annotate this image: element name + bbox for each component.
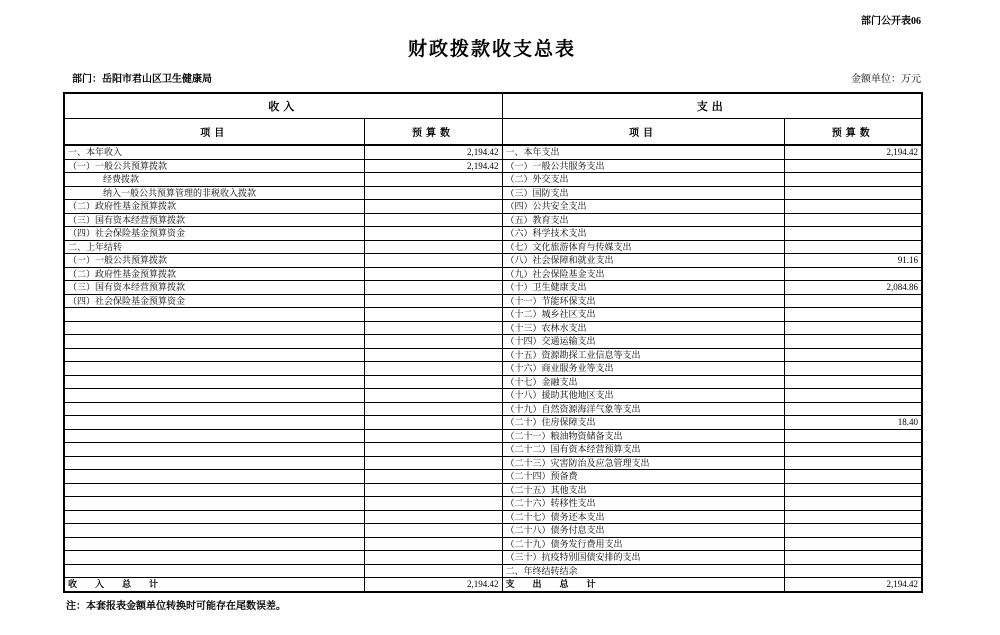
expense-item-cell: （十三）农林水支出	[502, 321, 784, 335]
income-value-cell	[364, 173, 502, 187]
expense-item-cell: （十二）城乡社区支出	[502, 308, 784, 322]
income-item-cell: （一）一般公共预算拨款	[64, 159, 364, 173]
income-value-cell	[364, 497, 502, 511]
table-row	[64, 308, 922, 322]
table-row	[64, 456, 922, 470]
table-row	[64, 321, 922, 335]
table-row	[64, 145, 922, 159]
income-item-cell: （三）国有资本经营预算拨款	[64, 213, 364, 227]
income-value-cell	[364, 537, 502, 551]
income-item-cell	[64, 348, 364, 362]
table-row	[64, 524, 922, 538]
income-item-cell	[64, 456, 364, 470]
expense-item-cell: （二十四）预备费	[502, 470, 784, 484]
table-row	[64, 186, 922, 200]
income-budget-column-header: 预算数	[364, 119, 502, 146]
expense-value-cell	[784, 389, 922, 403]
income-item-cell: 经费拨款	[64, 173, 364, 187]
table-row	[64, 159, 922, 173]
expense-item-cell: （七）文化旅游体育与传媒支出	[502, 240, 784, 254]
expense-item-cell: 二、年终结转结余	[502, 564, 784, 578]
table-row	[64, 362, 922, 376]
expense-value-cell: 2,194.42	[784, 145, 922, 159]
expense-item-cell: （三十）抗疫特别国债安排的支出	[502, 551, 784, 565]
table-row	[64, 443, 922, 457]
table-row	[64, 402, 922, 416]
expense-total-value: 2,194.42	[784, 578, 922, 593]
expense-item-cell: （二十六）转移性支出	[502, 497, 784, 511]
income-section-header: 收入	[64, 93, 502, 119]
table-row	[64, 281, 922, 295]
expense-item-cell: （六）科学技术支出	[502, 227, 784, 241]
table-row	[64, 510, 922, 524]
table-row	[64, 294, 922, 308]
income-value-cell	[364, 362, 502, 376]
income-value-cell	[364, 456, 502, 470]
income-item-cell: （四）社会保险基金预算资金	[64, 294, 364, 308]
income-value-cell	[364, 254, 502, 268]
section-header-row	[64, 93, 922, 119]
expense-value-cell	[784, 564, 922, 578]
unit-label: 金额单位：万元	[851, 74, 921, 85]
income-value-cell	[364, 429, 502, 443]
expense-value-cell: 91.16	[784, 254, 922, 268]
expense-item-cell: （二十三）灾害防治及应急管理支出	[502, 456, 784, 470]
table-row	[64, 335, 922, 349]
expense-item-cell: （二十二）国有资本经营预算支出	[502, 443, 784, 457]
expense-value-cell	[784, 470, 922, 484]
income-value-cell	[364, 281, 502, 295]
income-value-cell	[364, 389, 502, 403]
income-total-value: 2,194.42	[364, 578, 502, 593]
income-item-cell: （四）社会保险基金预算资金	[64, 227, 364, 241]
income-value-cell	[364, 200, 502, 214]
expense-value-cell	[784, 456, 922, 470]
income-item-cell: （一）一般公共预算拨款	[64, 254, 364, 268]
expense-item-cell: （十七）金融支出	[502, 375, 784, 389]
expense-value-cell	[784, 362, 922, 376]
table-row	[64, 537, 922, 551]
expense-value-cell	[784, 402, 922, 416]
income-item-cell	[64, 483, 364, 497]
expense-item-cell: （三）国防支出	[502, 186, 784, 200]
income-value-cell	[364, 483, 502, 497]
income-value-cell	[364, 551, 502, 565]
table-row	[64, 200, 922, 214]
income-item-cell	[64, 375, 364, 389]
expense-section-header: 支出	[502, 93, 922, 119]
income-value-cell	[364, 510, 502, 524]
expense-item-cell: （十八）援助其他地区支出	[502, 389, 784, 403]
table-row	[64, 240, 922, 254]
income-value-cell: 2,194.42	[364, 159, 502, 173]
income-value-cell	[364, 443, 502, 457]
expense-value-cell	[784, 227, 922, 241]
expense-value-cell	[784, 294, 922, 308]
income-item-cell	[64, 551, 364, 565]
expense-item-cell: （二十一）粮油物资储备支出	[502, 429, 784, 443]
income-item-cell	[64, 335, 364, 349]
expense-item-cell: （十六）商业服务业等支出	[502, 362, 784, 376]
income-item-cell	[64, 402, 364, 416]
expense-value-cell	[784, 348, 922, 362]
footnote: 注：本套报表金额单位转换时可能存在尾数误差。	[66, 601, 286, 612]
income-item-cell: （三）国有资本经营预算拨款	[64, 281, 364, 295]
table-head	[64, 93, 922, 145]
table-body	[64, 145, 922, 578]
expense-item-cell: 一、本年支出	[502, 145, 784, 159]
income-item-cell: 二、上年结转	[64, 240, 364, 254]
table-row	[64, 483, 922, 497]
expense-value-cell	[784, 308, 922, 322]
expense-item-cell: （二十五）其他支出	[502, 483, 784, 497]
table-row	[64, 267, 922, 281]
expense-item-cell: （十一）节能环保支出	[502, 294, 784, 308]
expense-item-cell: （十五）资源勘探工业信息等支出	[502, 348, 784, 362]
income-item-cell	[64, 416, 364, 430]
expense-item-cell: （二十九）债务发行费用支出	[502, 537, 784, 551]
expense-item-column-header: 项目	[502, 119, 784, 146]
table-row	[64, 348, 922, 362]
table-row	[64, 429, 922, 443]
table-foot	[64, 578, 922, 593]
expense-budget-column-header: 预算数	[784, 119, 922, 146]
income-value-cell	[364, 240, 502, 254]
expense-value-cell	[784, 375, 922, 389]
expense-total-label: 支 出 总 计	[502, 578, 784, 593]
table-row	[64, 173, 922, 187]
income-item-cell	[64, 510, 364, 524]
expense-item-cell: （十九）自然资源海洋气象等支出	[502, 402, 784, 416]
income-item-cell	[64, 321, 364, 335]
income-item-cell: （二）政府性基金预算拨款	[64, 267, 364, 281]
income-item-cell	[64, 389, 364, 403]
income-item-cell: 一、本年收入	[64, 145, 364, 159]
expense-value-cell	[784, 429, 922, 443]
table-row	[64, 213, 922, 227]
expense-value-cell	[784, 483, 922, 497]
table-row	[64, 389, 922, 403]
expense-value-cell	[784, 321, 922, 335]
income-item-cell	[64, 362, 364, 376]
total-row	[64, 578, 922, 593]
doc-number-label: 部门公开表06	[861, 16, 921, 27]
income-item-cell: 纳入一般公共预算管理的非税收入拨款	[64, 186, 364, 200]
expense-item-cell: （二十八）债务付息支出	[502, 524, 784, 538]
expense-item-cell: （二）外交支出	[502, 173, 784, 187]
table-row	[64, 254, 922, 268]
expense-value-cell	[784, 537, 922, 551]
expense-item-cell: （五）教育支出	[502, 213, 784, 227]
expense-value-cell: 2,084.86	[784, 281, 922, 295]
income-value-cell	[364, 227, 502, 241]
income-value-cell	[364, 186, 502, 200]
income-value-cell	[364, 402, 502, 416]
expense-value-cell	[784, 267, 922, 281]
income-value-cell	[364, 267, 502, 281]
expense-item-cell: （二十七）债务还本支出	[502, 510, 784, 524]
table-row	[64, 551, 922, 565]
expense-value-cell	[784, 240, 922, 254]
expense-item-cell: （四）公共安全支出	[502, 200, 784, 214]
income-item-cell	[64, 443, 364, 457]
income-value-cell	[364, 348, 502, 362]
department-label: 部门：岳阳市君山区卫生健康局	[72, 74, 212, 85]
expense-value-cell	[784, 200, 922, 214]
expense-value-cell	[784, 335, 922, 349]
income-item-cell	[64, 524, 364, 538]
expense-value-cell	[784, 173, 922, 187]
expense-value-cell	[784, 213, 922, 227]
income-item-cell	[64, 537, 364, 551]
expense-value-cell	[784, 551, 922, 565]
expense-value-cell: 18.40	[784, 416, 922, 430]
page-title: 财政拨款收支总表	[407, 39, 576, 60]
expense-value-cell	[784, 510, 922, 524]
income-item-cell	[64, 470, 364, 484]
expense-item-cell: （八）社会保障和就业支出	[502, 254, 784, 268]
income-value-cell	[364, 294, 502, 308]
income-item-cell	[64, 429, 364, 443]
expense-value-cell	[784, 186, 922, 200]
income-value-cell	[364, 321, 502, 335]
income-value-cell	[364, 335, 502, 349]
income-value-cell	[364, 470, 502, 484]
income-value-cell	[364, 375, 502, 389]
income-value-cell	[364, 524, 502, 538]
income-total-label: 收 入 总 计	[64, 578, 364, 593]
meta-row	[63, 70, 921, 85]
budget-table	[63, 92, 923, 593]
expense-value-cell	[784, 443, 922, 457]
income-value-cell	[364, 213, 502, 227]
income-item-column-header: 项目	[64, 119, 364, 146]
income-item-cell	[64, 564, 364, 578]
table-row	[64, 497, 922, 511]
income-item-cell	[64, 497, 364, 511]
income-value-cell	[364, 308, 502, 322]
expense-value-cell	[784, 497, 922, 511]
table-row	[64, 227, 922, 241]
income-item-cell	[64, 308, 364, 322]
table-row	[64, 564, 922, 578]
table-row	[64, 416, 922, 430]
income-value-cell	[364, 416, 502, 430]
expense-item-cell: （一）一般公共服务支出	[502, 159, 784, 173]
expense-item-cell: （二十）住房保障支出	[502, 416, 784, 430]
income-value-cell: 2,194.42	[364, 145, 502, 159]
expense-item-cell: （十）卫生健康支出	[502, 281, 784, 295]
expense-value-cell	[784, 159, 922, 173]
table-row	[64, 375, 922, 389]
income-value-cell	[364, 564, 502, 578]
expense-value-cell	[784, 524, 922, 538]
expense-item-cell: （九）社会保险基金支出	[502, 267, 784, 281]
expense-item-cell: （十四）交通运输支出	[502, 335, 784, 349]
column-header-row	[64, 119, 922, 146]
income-item-cell: （二）政府性基金预算拨款	[64, 200, 364, 214]
table-row	[64, 470, 922, 484]
